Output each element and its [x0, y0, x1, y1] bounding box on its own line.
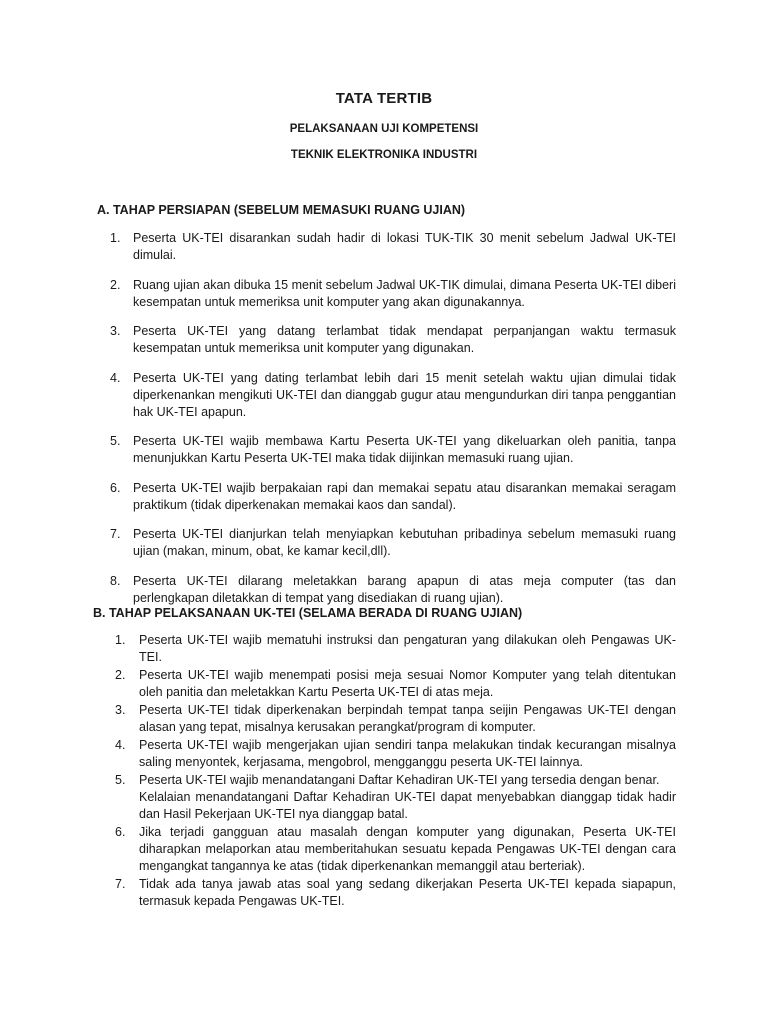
section-b-heading: B. TAHAP PELAKSANAAN UK-TEI (SELAMA BERADA DI RUANG UJIAN) [93, 606, 523, 620]
list-item [110, 277, 676, 311]
list-item [115, 772, 676, 823]
list-item [110, 526, 676, 560]
list-item [115, 632, 676, 666]
item-number: 3. [110, 324, 121, 338]
item-text-continuation: Kelalaian menandatangani Daftar Kehadiran UK-TEI dapat menyebabkan dianggap tidak hadir dan Hasil Pekerjaan UK-TEI nya dianggap batal. [139, 790, 676, 821]
document-title: TATA TERTIB [335, 90, 433, 107]
item-text: Peserta UK-TEI wajib menandatangani Daftar Kehadiran UK-TEI yang tersedia dengan benar. [139, 773, 660, 787]
list-item [115, 824, 676, 875]
item-number: 1. [110, 231, 121, 245]
item-text: Peserta UK-TEI wajib berpakaian rapi dan memakai sepatu atau disarankan memakai seragam praktikum (tidak diperkenakan memakai kaos dan sandal). [133, 480, 676, 512]
item-number: 3. [115, 703, 126, 717]
list-item [110, 480, 676, 514]
item-number: 2. [115, 668, 126, 682]
item-number: 1. [115, 633, 126, 647]
item-text: Tidak ada tanya jawab atas soal yang sedang dikerjakan Peserta UK-TEI kepada siapapun, termasuk kepada Pengawas UK-TEI. [139, 877, 676, 908]
item-text: Peserta UK-TEI wajib menempati posisi meja sesuai Nomor Komputer yang telah ditentukan oleh panitia dan meletakkan Kartu Peserta UK-TEI di atas meja. [139, 668, 676, 699]
item-number: 5. [115, 773, 126, 787]
item-number: 4. [115, 738, 126, 752]
item-text: Peserta UK-TEI wajib mengerjakan ujian sendiri tanpa melakukan tindak kecurangan misalnya saling menyontek, kerjasama, mengobrol, mengganggu peserta UK-TEI lainnya. [139, 738, 676, 769]
list-item [115, 667, 676, 701]
item-number: 7. [115, 877, 126, 891]
item-text: Jika terjadi gangguan atau masalah dengan komputer yang digunakan, Peserta UK-TEI diharapkan melaporkan atau memberitahukan sesuatu kepada Pengawas UK-TEI dengan cara mengangkat tangannya ke atas (tidak diperkenankan memanggil atau berteriak). [139, 825, 676, 873]
item-text: Peserta UK-TEI dilarang meletakkan barang apapun di atas meja computer (tas dan perlengkapan diletakkan di tempat yang disediakan di ruang ujian). [133, 573, 676, 605]
item-text: Peserta UK-TEI yang datang terlambat tidak mendapat perpanjangan waktu termasuk kesempatan untuk memeriksa unit komputer yang digunakan. [133, 324, 676, 355]
section-b-list [115, 632, 676, 911]
item-text: Peserta UK-TEI tidak diperkenakan berpindah tempat tanpa seijin Pengawas UK-TEI dengan alasan yang tepat, misalnya kerusakan perangkat/program di komputer. [139, 703, 676, 734]
list-item [115, 876, 676, 910]
item-number: 7. [110, 527, 121, 541]
item-text: Peserta UK-TEI wajib membawa Kartu Peserta UK-TEI yang dikeluarkan oleh panitia, tanpa menunjukkan Kartu Peserta UK-TEI maka tidak diijinkan memasuki ruang ujian. [133, 434, 676, 465]
document-subtitle-2: TEKNIK ELEKTRONIKA INDUSTRI [290, 149, 478, 161]
item-text: Peserta UK-TEI dianjurkan telah menyiapkan kebutuhan pribadinya sebelum memasuki ruang ujian (makan, minum, obat, ke kamar kecil,dll). [133, 527, 676, 558]
item-number: 2. [110, 277, 121, 292]
list-item [115, 702, 676, 736]
item-text: Peserta UK-TEI yang dating terlambat lebih dari 15 menit setelah waktu ujian dimulai tidak diperkenankan mengikuti UK-TEI dan dianggab gugur atau mengundurkan diri tanpa penggantian hak UK-TEI apapun. [133, 370, 676, 419]
list-item [115, 737, 676, 771]
document-subtitle-1: PELAKSANAAN UJI KOMPETENSI [289, 123, 479, 135]
item-number: 6. [110, 480, 121, 495]
item-number: 8. [110, 573, 121, 588]
item-text: Peserta UK-TEI wajib mematuhi instruksi dan pengaturan yang dilakukan oleh Pengawas UK-TEI. [139, 633, 676, 664]
item-number: 4. [110, 370, 121, 385]
list-item [110, 323, 676, 357]
list-item [110, 573, 676, 607]
item-number: 5. [110, 434, 121, 448]
list-item [110, 370, 676, 421]
section-a-heading: A. TAHAP PERSIAPAN (SEBELUM MEMASUKI RUANG UJIAN) [97, 203, 466, 217]
list-item [110, 433, 676, 467]
list-item [110, 230, 676, 264]
item-number: 6. [115, 825, 126, 839]
section-a-list [110, 230, 676, 619]
item-text: Peserta UK-TEI disarankan sudah hadir di lokasi TUK-TIK 30 menit sebelum Jadwal UK-TEI dimulai. [133, 231, 676, 262]
item-text: Ruang ujian akan dibuka 15 menit sebelum Jadwal UK-TIK dimulai, dimana Peserta UK-TEI diberi kesempatan untuk memeriksa unit komputer yang akan digunakannya. [133, 277, 676, 309]
